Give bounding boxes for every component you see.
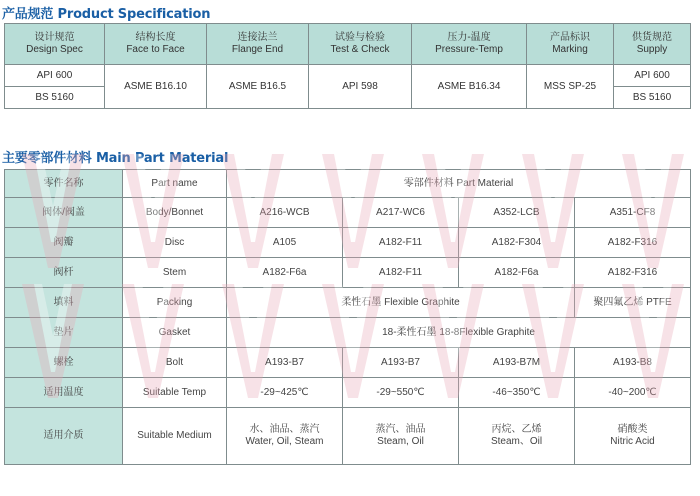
- part-name-en: Bolt: [123, 348, 227, 378]
- material-header-part-en: Part name: [123, 170, 227, 198]
- material-header-part-cn: 零件名称: [5, 170, 123, 198]
- spec-marking: MSS SP-25: [527, 65, 614, 109]
- spec-supply-2: BS 5160: [614, 87, 691, 109]
- material-row-disc: [5, 228, 691, 258]
- spec-header-face: 结构长度 Face to Face: [105, 24, 207, 65]
- material-cell: A182-F6a: [459, 258, 575, 288]
- material-cell: A352-LCB: [459, 198, 575, 228]
- part-name-cn: 阀体/阀盖: [5, 198, 123, 228]
- material-cell: -46~350℃: [459, 378, 575, 408]
- spec-title-en: Product Specification: [57, 7, 211, 22]
- spec-test-check: API 598: [309, 65, 412, 109]
- material-cell: -29~425℃: [227, 378, 343, 408]
- material-cell: 水、油品、蒸汽 Water, Oil, Steam: [227, 408, 343, 465]
- material-cell: -40~200℃: [575, 378, 691, 408]
- part-name-cn: 适用介质: [5, 408, 123, 465]
- material-row-medium: [5, 408, 691, 465]
- material-cell: 硝酸类 Nitric Acid: [575, 408, 691, 465]
- material-cell: A193-B8: [575, 348, 691, 378]
- material-row-gasket: [5, 318, 691, 348]
- material-header-material: 零部件材料 Part Material: [227, 170, 691, 198]
- material-title-en: Main Part Material: [95, 151, 229, 166]
- material-cell: A193-B7: [227, 348, 343, 378]
- material-section-title: [2, 147, 228, 166]
- spec-header-design: 设计规范 Design Spec: [5, 24, 105, 65]
- spec-design-1: API 600: [5, 65, 105, 87]
- part-name-cn: 适用温度: [5, 378, 123, 408]
- material-cell: A351-CF8: [575, 198, 691, 228]
- material-cell: A193-B7: [343, 348, 459, 378]
- spec-header-flange: 连接法兰 Flange End: [207, 24, 309, 65]
- part-name-cn: 阀瓣: [5, 228, 123, 258]
- material-header-row: [5, 170, 691, 198]
- spec-face-to-face: ASME B16.10: [105, 65, 207, 109]
- spec-header-marking: 产品标识 Marking: [527, 24, 614, 65]
- part-name-en: Stem: [123, 258, 227, 288]
- spec-header-supply: 供货规范 Supply: [614, 24, 691, 65]
- material-cell: 柔性石墨 Flexible Graphite: [227, 288, 575, 318]
- spec-header-row: [5, 24, 691, 65]
- material-cell: 18-柔性石墨 18-8Flexible Graphite: [227, 318, 691, 348]
- part-name-cn: 填料: [5, 288, 123, 318]
- part-name-en: Gasket: [123, 318, 227, 348]
- part-name-cn: 螺栓: [5, 348, 123, 378]
- material-cell: A182-F316: [575, 228, 691, 258]
- spec-flange-end: ASME B16.5: [207, 65, 309, 109]
- spec-header-test: 试验与检验 Test & Check: [309, 24, 412, 65]
- part-name-en: Body/Bonnet: [123, 198, 227, 228]
- material-cell: 聚四氟乙烯 PTFE: [575, 288, 691, 318]
- material-cell: A216-WCB: [227, 198, 343, 228]
- material-row-stem: [5, 258, 691, 288]
- material-row-bolt: [5, 348, 691, 378]
- part-name-cn: 阀杆: [5, 258, 123, 288]
- material-cell: A182-F11: [343, 258, 459, 288]
- spec-title-cn: 产品规范: [2, 7, 54, 22]
- spec-row: [5, 65, 691, 87]
- part-name-en: Suitable Temp: [123, 378, 227, 408]
- spec-table: [4, 23, 691, 109]
- material-cell: A182-F6a: [227, 258, 343, 288]
- material-title-cn: 主要零部件材料: [2, 151, 92, 166]
- material-cell: -29~550℃: [343, 378, 459, 408]
- material-row-temp: [5, 378, 691, 408]
- material-cell: A182-F304: [459, 228, 575, 258]
- material-row-body: [5, 198, 691, 228]
- part-name-en: Disc: [123, 228, 227, 258]
- material-cell: A193-B7M: [459, 348, 575, 378]
- spec-section-title: [2, 3, 210, 22]
- material-row-packing: [5, 288, 691, 318]
- material-cell: A182-F316: [575, 258, 691, 288]
- material-cell: 蒸汽、油品 Steam, Oil: [343, 408, 459, 465]
- material-cell: 丙烷、乙烯 Steam、Oil: [459, 408, 575, 465]
- part-name-en: Suitable Medium: [123, 408, 227, 465]
- spec-header-pressure: 压力-温度 Pressure-Temp: [412, 24, 527, 65]
- part-name-en: Packing: [123, 288, 227, 318]
- material-cell: A217-WC6: [343, 198, 459, 228]
- material-table: [4, 169, 691, 465]
- material-cell: A105: [227, 228, 343, 258]
- part-name-cn: 垫片: [5, 318, 123, 348]
- spec-pressure-temp: ASME B16.34: [412, 65, 527, 109]
- spec-design-2: BS 5160: [5, 87, 105, 109]
- spec-supply-1: API 600: [614, 65, 691, 87]
- material-cell: A182-F11: [343, 228, 459, 258]
